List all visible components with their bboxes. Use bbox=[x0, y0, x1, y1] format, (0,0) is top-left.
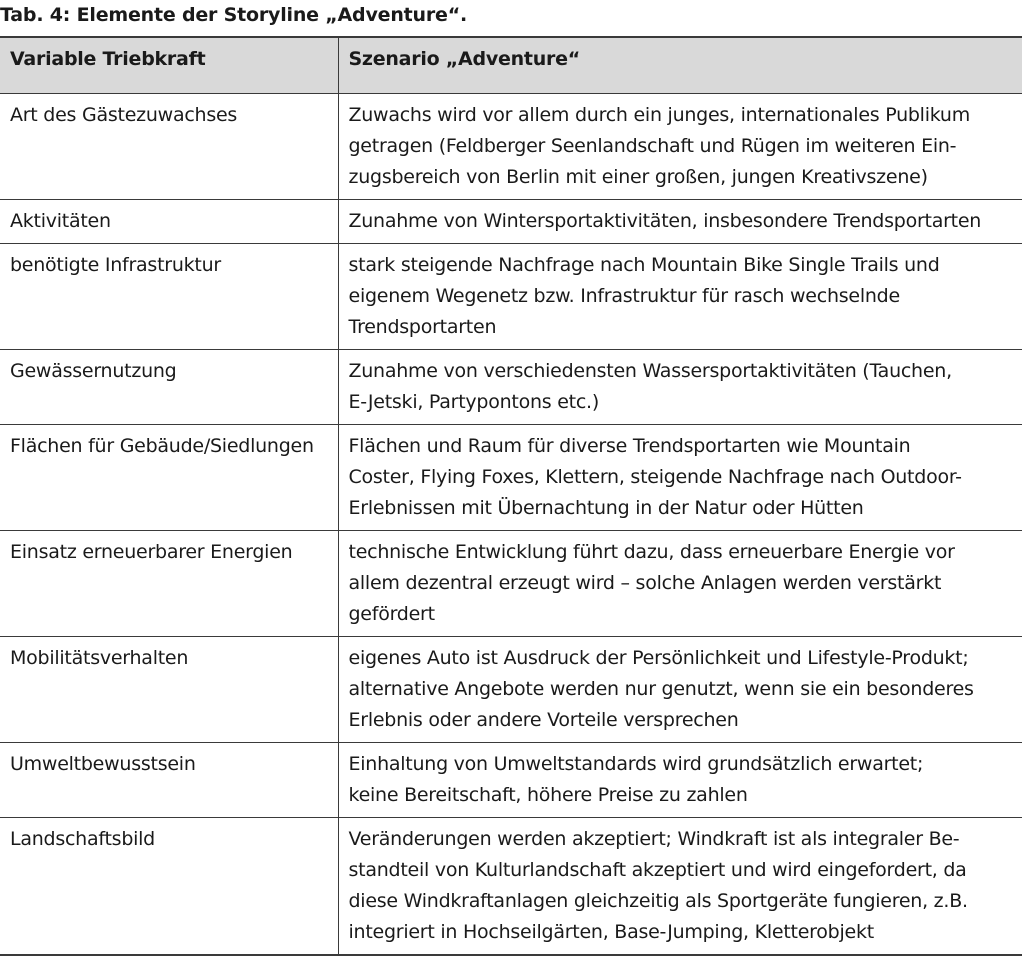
scenario-cell bbox=[338, 531, 1022, 637]
scenario-line: Zunahme von Wintersportaktivitäten, insbesondere Trendsportarten bbox=[348, 210, 982, 232]
scenario-line: zugsbereich von Berlin mit einer großen, jungen Kreativszene) bbox=[348, 166, 928, 188]
scenario-cell bbox=[338, 425, 1022, 531]
scenario-line: getragen (Feldberger Seenlandschaft und Rügen im weiteren Ein- bbox=[348, 135, 957, 157]
scenario-line: Flächen und Raum für diverse Trendsportarten wie Mountain bbox=[348, 435, 911, 457]
scenario-line: standteil von Kulturlandschaft akzeptiert und wird eingefordert, da bbox=[348, 859, 967, 881]
scenario-line: allem dezentral erzeugt wird – solche Anlagen werden verstärkt bbox=[348, 572, 942, 594]
table-caption: Tab. 4: Elemente der Storyline „Adventure“. bbox=[0, 4, 468, 26]
variable-cell: Einsatz erneuerbarer Energien bbox=[0, 531, 338, 637]
variable-cell: Aktivitäten bbox=[0, 200, 338, 244]
table-row bbox=[0, 743, 1022, 818]
scenario-line: Erlebnissen mit Übernachtung in der Natur oder Hütten bbox=[348, 497, 864, 519]
table-row bbox=[0, 425, 1022, 531]
scenario-line: Trendsportarten bbox=[348, 316, 497, 338]
scenario-line: Erlebnis oder andere Vorteile versprechen bbox=[348, 709, 739, 731]
variable-cell: Mobilitätsverhalten bbox=[0, 637, 338, 743]
scenario-cell bbox=[338, 818, 1022, 956]
scenario-cell bbox=[338, 350, 1022, 425]
header-variable: Variable Triebkraft bbox=[0, 37, 338, 94]
variable-cell: Umweltbewusstsein bbox=[0, 743, 338, 818]
storyline-table bbox=[0, 36, 1022, 956]
scenario-line: integriert in Hochseilgärten, Base-Jumping, Kletterobjekt bbox=[348, 921, 874, 943]
scenario-line: Zuwachs wird vor allem durch ein junges, internationales Publikum bbox=[348, 104, 970, 126]
scenario-line: Einhaltung von Umweltstandards wird grundsätzlich erwartet; bbox=[348, 753, 924, 775]
variable-cell: Landschaftsbild bbox=[0, 818, 338, 956]
variable-cell: Art des Gästezuwachses bbox=[0, 94, 338, 200]
scenario-cell bbox=[338, 200, 1022, 244]
table-row bbox=[0, 637, 1022, 743]
scenario-line: stark steigende Nachfrage nach Mountain Bike Single Trails und bbox=[348, 254, 940, 276]
scenario-line: alternative Angebote werden nur genutzt, wenn sie ein besonderes bbox=[348, 678, 974, 700]
scenario-line: gefördert bbox=[348, 603, 435, 625]
table-row bbox=[0, 818, 1022, 956]
scenario-cell bbox=[338, 743, 1022, 818]
scenario-line: technische Entwicklung führt dazu, dass erneuerbare Energie vor bbox=[348, 541, 955, 563]
variable-cell: Gewässernutzung bbox=[0, 350, 338, 425]
scenario-line: Veränderungen werden akzeptiert; Windkraft ist als integraler Be- bbox=[348, 828, 960, 850]
scenario-cell bbox=[338, 94, 1022, 200]
variable-cell: benötigte Infrastruktur bbox=[0, 244, 338, 350]
table-row bbox=[0, 531, 1022, 637]
table-row bbox=[0, 200, 1022, 244]
table-row bbox=[0, 94, 1022, 200]
scenario-line: Zunahme von verschiedensten Wassersportaktivitäten (Tauchen, bbox=[348, 360, 952, 382]
scenario-cell bbox=[338, 244, 1022, 350]
variable-cell: Flächen für Gebäude/Siedlungen bbox=[0, 425, 338, 531]
scenario-line: eigenes Auto ist Ausdruck der Persönlichkeit und Lifestyle-Produkt; bbox=[348, 647, 969, 669]
scenario-line: diese Windkraftanlagen gleichzeitig als Sportgeräte fungieren, z.B. bbox=[348, 890, 968, 912]
table-header-row bbox=[0, 37, 1022, 94]
scenario-line: E-Jetski, Partypontons etc.) bbox=[348, 391, 599, 413]
scenario-line: eigenem Wegenetz bzw. Infrastruktur für rasch wechselnde bbox=[348, 285, 900, 307]
header-scenario: Szenario „Adventure“ bbox=[338, 37, 1022, 94]
scenario-line: keine Bereitschaft, höhere Preise zu zahlen bbox=[348, 784, 748, 806]
scenario-cell bbox=[338, 637, 1022, 743]
scenario-line: Coster, Flying Foxes, Klettern, steigende Nachfrage nach Outdoor- bbox=[348, 466, 962, 488]
table-row bbox=[0, 350, 1022, 425]
table-row bbox=[0, 244, 1022, 350]
